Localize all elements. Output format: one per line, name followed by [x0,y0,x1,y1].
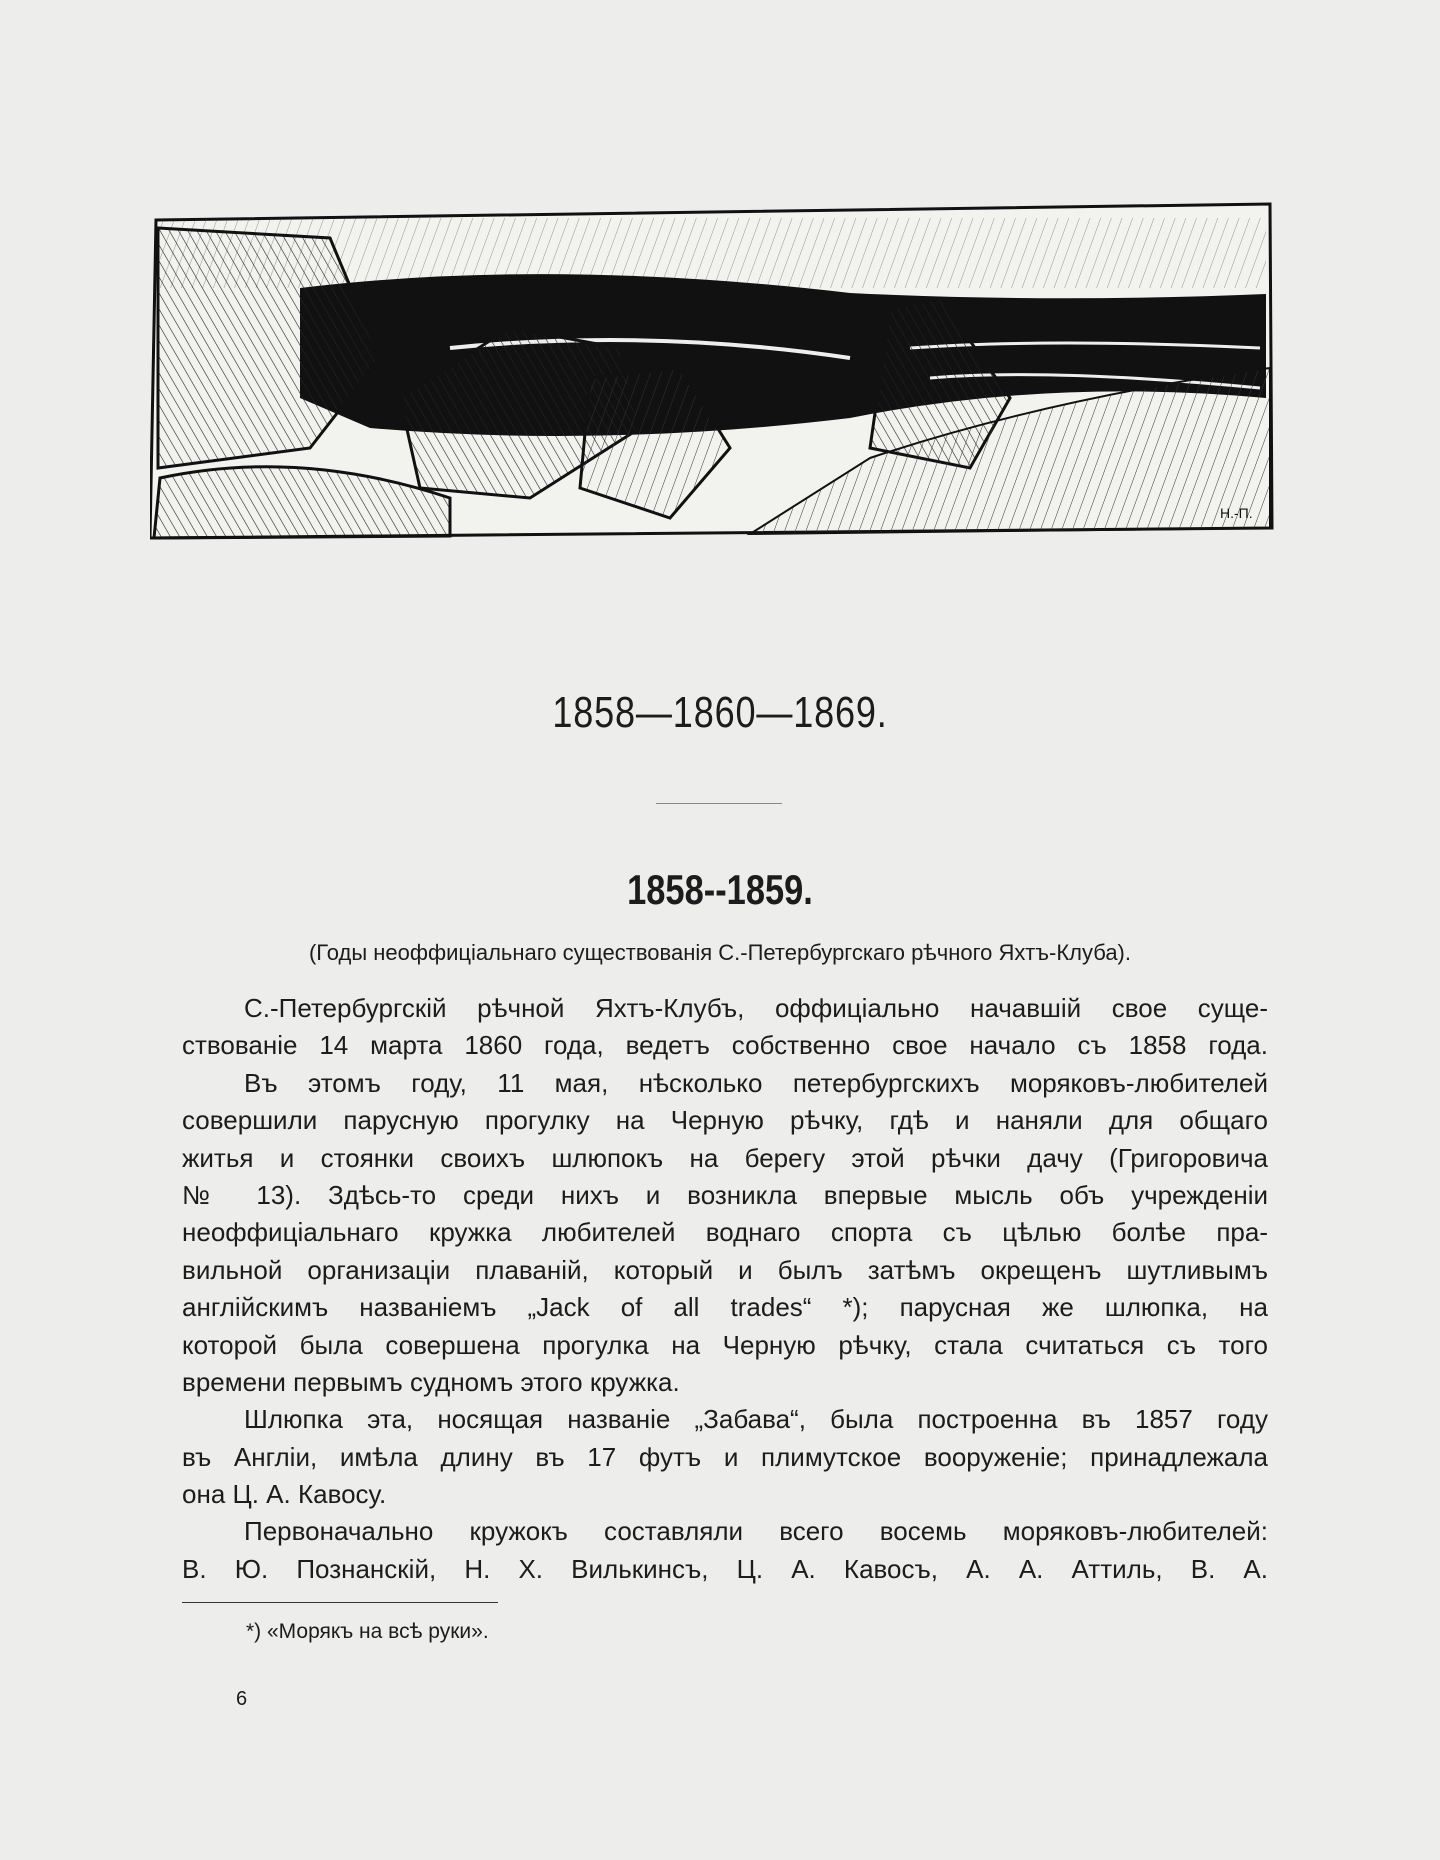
body-text [182,990,1268,1588]
artist-signature: Н.-П. [1220,505,1253,521]
text-line: времени первымъ судномъ этого кружка. [182,1366,680,1397]
section-heading: 1858--1859. [627,866,813,913]
text-line: совершили парусную прогулку на Черную рѣчку, гдѣ и наняли для общаго [182,1105,1268,1136]
text-line: ствованіе 14 марта 1860 года, ведетъ собственно свое начало съ 1858 года. [182,1030,1268,1061]
text-line: Первоначально кружокъ составляли всего восемь моряковъ-любителей: [244,1516,1268,1547]
text-line: неоффиціальнаго кружка любителей воднаго спорта съ цѣлью болѣе пра- [182,1217,1268,1248]
title-divider [656,803,782,804]
text-line: С.-Петербургскій рѣчной Яхтъ-Клубъ, оффиціально начавшій свое суще- [244,993,1268,1023]
text-line: Шлюпка эта, носящая названіе „Забава“, была построенна въ 1857 году [244,1404,1268,1435]
text-line: въ Англіи, имѣла длину въ 17 футъ и плимутское вооруженіе; принадлежала [182,1441,1268,1472]
text-line: которой была совершена прогулка на Черную рѣчку, стала считаться съ того [182,1329,1268,1360]
footnote-divider [182,1602,498,1603]
text-line: № 13). Здѣсь-то среди нихъ и возникла впервые мысль объ учрежденіи [182,1179,1268,1210]
page-number: 6 [236,1688,248,1710]
text-line: вильной организаціи плаваній, который и былъ затѣмъ окрещенъ шутливымъ [182,1254,1268,1285]
seascape-illustration [150,198,1276,542]
section-subheading: (Годы неоффиціальнаго существованія С.-Петербургскаго рѣчного Яхтъ-Клуба). [308,940,1131,965]
text-line: англійскимъ названіемъ „Jack of all trades“ *); парусная же шлюпка, на [182,1292,1268,1323]
chapter-title: 1858—1860—1869. [552,688,888,737]
text-line: Въ этомъ году, 11 мая, нѣсколько петербургскихъ моряковъ-любителей [244,1067,1268,1098]
footnote: *) «Морякъ на всѣ руки». [246,1620,489,1643]
text-line: она Ц. А. Кавосу. [182,1479,387,1510]
text-line: В. Ю. Познанскій, Н. Х. Вилькинсъ, Ц. А. Кавосъ, А. А. Аттиль, В. А. [182,1553,1268,1584]
text-line: житья и стоянки своихъ шлюпокъ на берегу этой рѣчки дачу (Григоровича [182,1142,1268,1173]
